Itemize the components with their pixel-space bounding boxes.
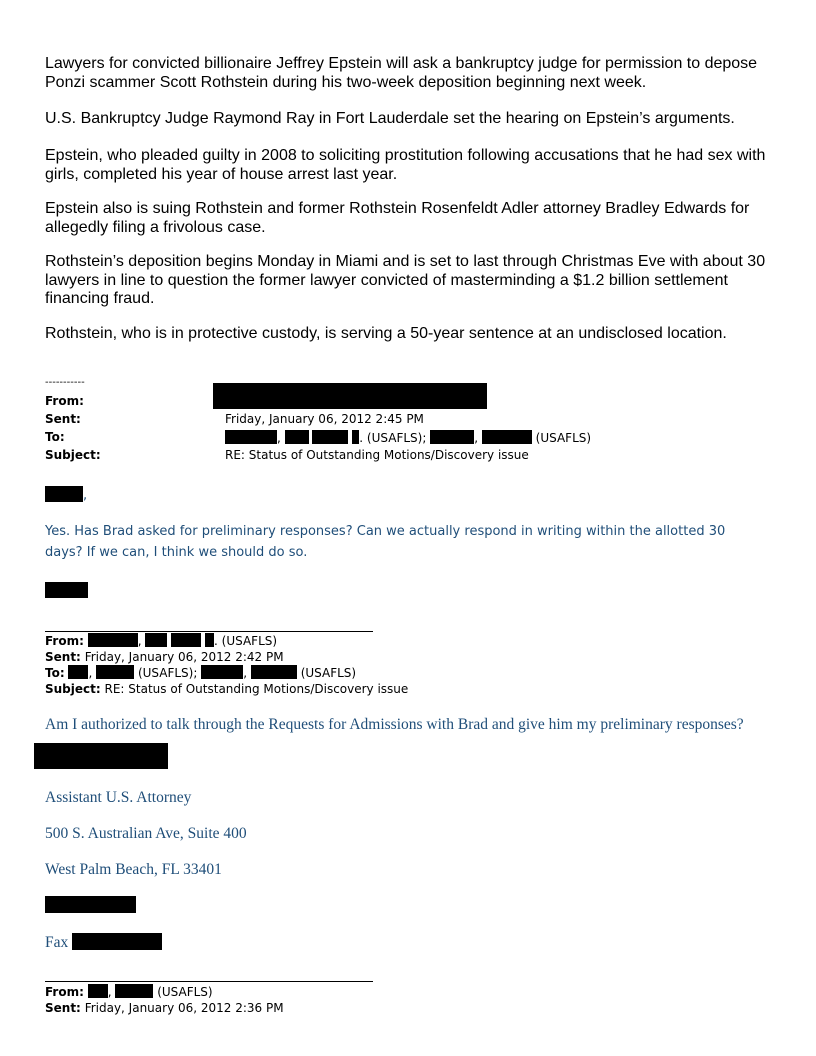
article-paragraph: Epstein also is suing Rothstein and former Rothstein Rosenfeldt Adler attorney Bradley Edwards for allegedly filing a frivolous case. [45,200,750,236]
email-body: Am I authorized to talk through the Requests for Admissions with Brad and give him my preliminary responses? [45,716,744,733]
divider [45,631,373,632]
sent-value: Friday, January 06, 2012 2:45 PM [225,412,424,426]
signature-fax: Fax [45,933,162,952]
email-header-3: From: , (USAFLS) Sent: Friday, January 06, 2012 2:36 PM [45,985,284,1015]
signature-title: Assistant U.S. Attorney [45,789,192,806]
signature-address: 500 S. Australian Ave, Suite 400 [45,825,247,842]
separator: ----------- [45,377,85,388]
email-body: Yes. Has Brad asked for preliminary responses? Can we actually respond in writing within the allotted 30 days? If we can, I think we should do so. [45,524,726,560]
from-label: From: [45,394,84,408]
redaction [34,743,168,769]
redaction [45,486,83,502]
signature-city: West Palm Beach, FL 33401 [45,861,222,878]
redaction [213,383,487,409]
divider [45,981,373,982]
redaction [45,896,136,913]
subject-label: Subject: [45,448,101,462]
to-label: To: [45,430,65,444]
subject-value: RE: Status of Outstanding Motions/Discovery issue [225,448,529,462]
article-paragraph: Rothstein’s deposition begins Monday in Miami and is set to last through Christmas Eve with about 30 lawyers in line to question the former lawyer convicted of masterminding a $1.2 billion settlement financing fraud. [45,253,766,307]
email-header-2: From: , . (USAFLS) Sent: Friday, January 06, 2012 2:42 PM To: , (USAFLS); , (USAFLS) Subject: RE: Status of Outstanding Motions/Discovery issue [45,634,409,696]
article-paragraph: Epstein, who pleaded guilty in 2008 to soliciting prostitution following accusations that he had sex with girls, completed his year of house arrest last year. [45,147,766,183]
sent-label: Sent: [45,412,81,426]
redaction [45,582,88,598]
article-paragraph: U.S. Bankruptcy Judge Raymond Ray in Fort Lauderdale set the hearing on Epstein’s arguments. [45,110,735,127]
to-value: , . (USAFLS); , (USAFLS) [225,430,591,445]
article-paragraph: Lawyers for convicted billionaire Jeffrey Epstein will ask a bankruptcy judge for permission to depose Ponzi scammer Scott Rothstein during his two-week deposition beginning next week. [45,55,758,91]
article-paragraph: Rothstein, who is in protective custody, is serving a 50-year sentence at an undisclosed location. [45,325,727,342]
